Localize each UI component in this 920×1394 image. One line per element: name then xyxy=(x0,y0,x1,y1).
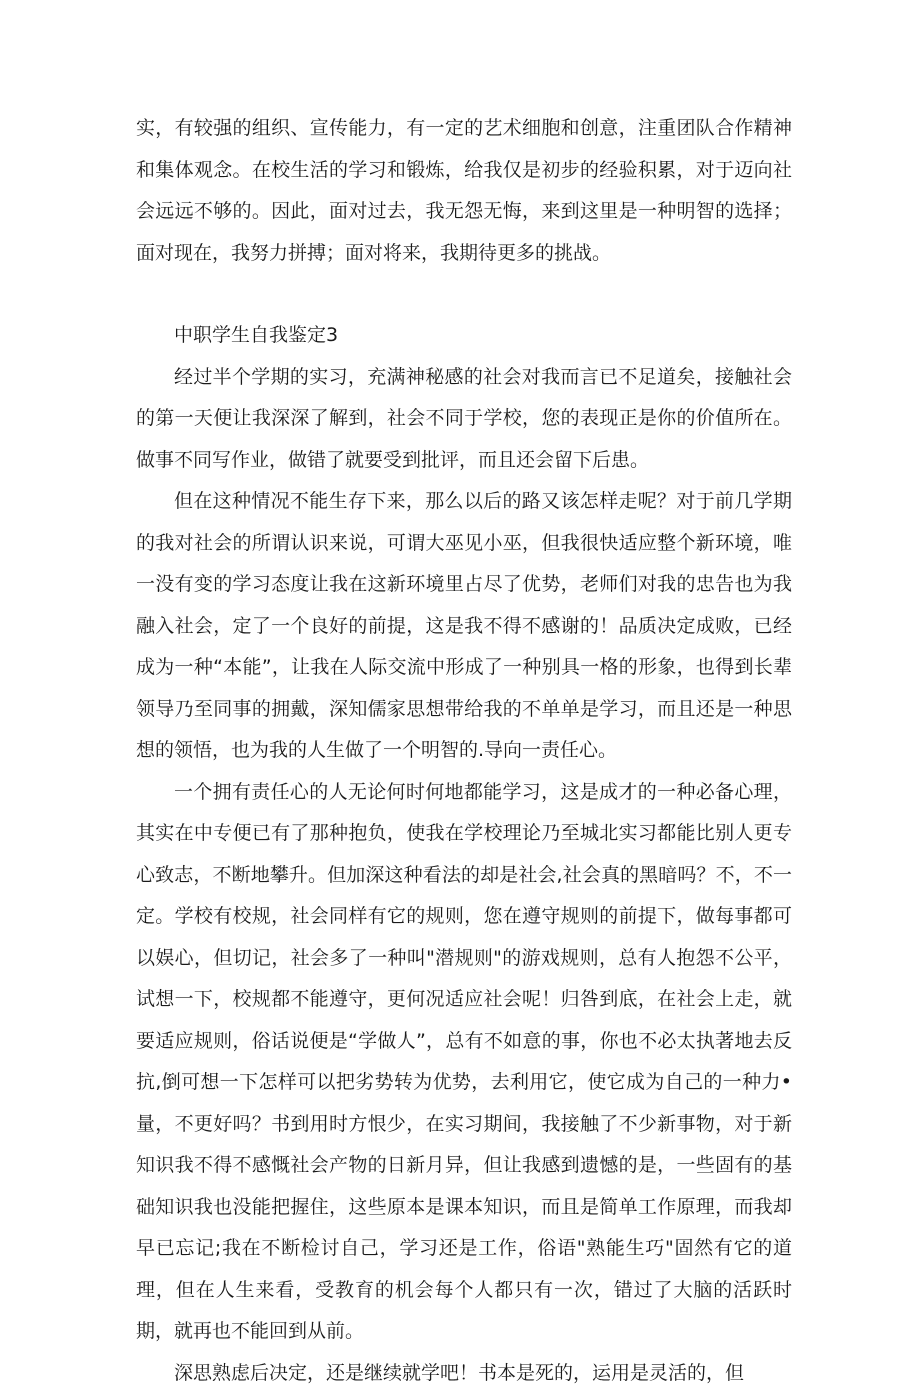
paragraph-continuation: 实，有较强的组织、宣传能力，有一定的艺术细胞和创意，注重团队合作精神和集体观念。在校生活的学习和锻炼，给我仅是初步的经验积累，对于迈向社会远远不够的。因此，面对过去，我无怨无悔，来到这里是一种明智的选择；面对现在，我努力拼搏；面对将来，我期待更多的挑战。 xyxy=(136,108,792,274)
paragraph-4: 深思熟虑后决定，还是继续就学吧！书本是死的，运用是灵活的，但 xyxy=(136,1353,792,1394)
paragraph-3: 一个拥有责任心的人无论何时何地都能学习，这是成才的一种必备心理，其实在中专便已有了那种抱负，使我在学校理论乃至城北实习都能比别人更专心致志，不断地攀升。但加深这种看法的却是社会,社会真的黑暗吗？不，不一定。学校有校规，社会同样有它的规则，您在遵守规则的前提下，做每事都可以娱心，但切记，社会多了一种叫"潜规则"的游戏规则，总有人抱怨不公平，试想一下，校规都不能遵守，更何况适应社会呢！归咎到底，在社会上走，就要适应规则，俗话说便是“学做人”，总有不如意的事，你也不必太执著地去反抗,倒可想一下怎样可以把劣势转为优势，去利用它，使它成为自己的一种力•量，不更好吗？书到用时方恨少，在实习期间，我接触了不少新事物，对于新知识我不得不感慨社会产物的日新月异，但让我感到遗憾的是，一些固有的基础知识我也没能把握住，这些原本是课本知识，而且是简单工作原理，而我却早已忘记;我在不断检讨自己，学习还是工作，俗语"熟能生巧"固然有它的道理，但在人生来看，受教育的机会每个人都只有一次，错过了大脑的活跃时期，就再也不能回到从前。 xyxy=(136,772,792,1353)
section-heading: 中职学生自我鉴定3 xyxy=(136,315,792,357)
paragraph-2: 但在这种情况不能生存下来，那么以后的路又该怎样走呢？对于前几学期的我对社会的所谓认识来说，可谓大巫见小巫，但我很快适应整个新环境，唯一没有变的学习态度让我在这新环境里占尽了优势，老师们对我的忠告也为我融入社会，定了一个良好的前提，这是我不得不感谢的！品质决定成败，已经成为一种“本能”，让我在人际交流中形成了一种别具一格的形象，也得到长辈领导乃至同事的拥戴，深知儒家思想带给我的不单单是学习，而且还是一种思想的领悟，也为我的人生做了一个明智的.导向一责任心。 xyxy=(136,481,792,772)
paragraph-1: 经过半个学期的实习，充满神秘感的社会对我而言已不足道矣，接触社会的第一天便让我深深了解到，社会不同于学校，您的表现正是你的价值所在。做事不同写作业，做错了就要受到批评，而且还会留下后患。 xyxy=(136,357,792,482)
document-body xyxy=(136,108,792,1394)
